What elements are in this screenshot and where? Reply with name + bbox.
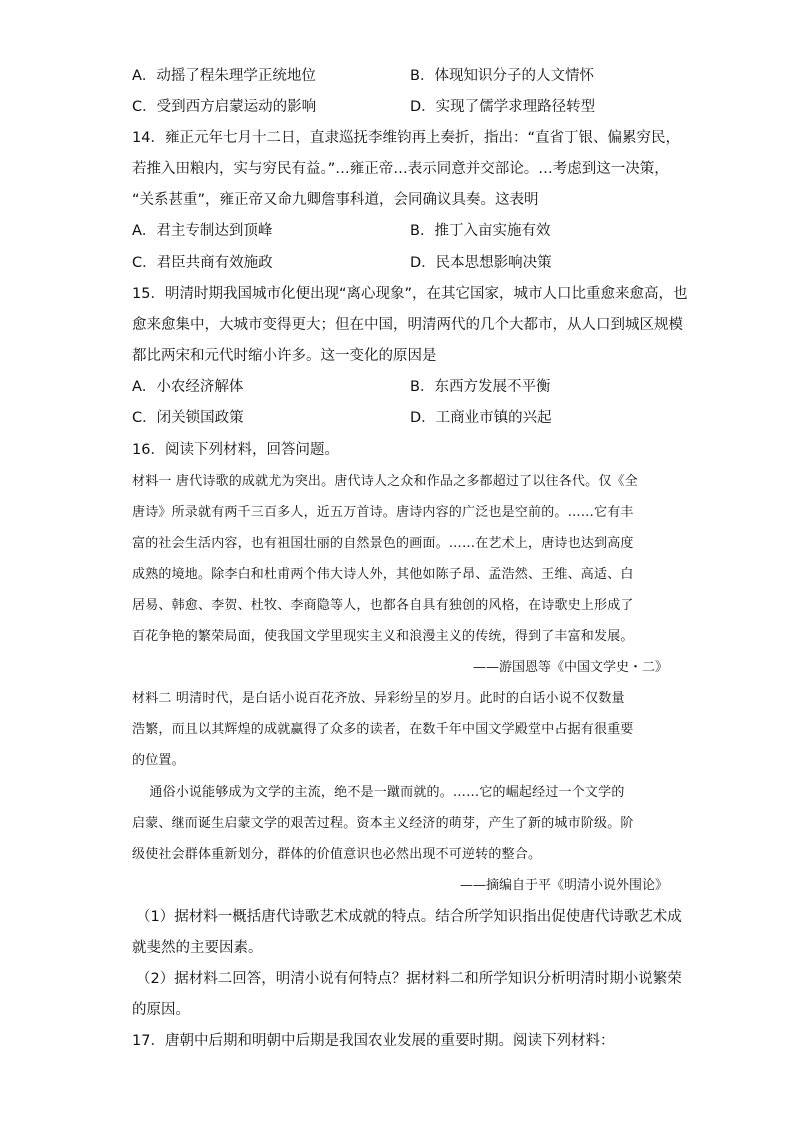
q16-sub2-line-1: （2）据材料二回答，明清小说有何特点？据材料二和所学知识分析明清时期小说繁荣 [136, 971, 682, 987]
q13-option-b: B．体现知识分子的人文情怀 [410, 68, 594, 84]
q15-option-a: A．小农经济解体 [132, 379, 244, 395]
q15-option-d: D．工商业市镇的兴起 [410, 410, 552, 426]
q16-material1-line-2: 唐诗》所录就有两千三百多人，近五万首诗。唐诗内容的广泛也是空前的。……它有丰 [132, 505, 634, 520]
q16-material1-line-1: 材料一 唐代诗歌的成就尤为突出。唐代诗人之众和作品之多都超过了以往各代。仅《全 [132, 474, 638, 489]
q13-option-a: A．动摇了程朱理学正统地位 [132, 68, 316, 84]
q15-stem-line-1: 15．明清时期我国城市化便出现“离心现象”，在其它国家，城市人口比重愈来愈高，也 [132, 286, 688, 302]
q13-option-d: D．实现了儒学求理路径转型 [410, 99, 596, 115]
q17-intro: 17．唐朝中后期和明朝中后期是我国农业发展的重要时期。阅读下列材料： [132, 1033, 615, 1049]
q15-option-b: B．东西方发展不平衡 [410, 379, 551, 395]
q16-source-1: ——游国恩等《中国文学史・二》 [472, 660, 668, 675]
q16-source-2: ——摘编自于平《明清小说外围论》 [459, 878, 668, 893]
q15-option-c: C．闭关锁国政策 [132, 410, 244, 426]
q14-option-d: D．民本思想影响决策 [410, 255, 552, 271]
q16-material1-line-4: 成熟的境地。除李白和杜甫两个伟大诗人外，其他如陈子昂、孟浩然、王维、高适、白 [132, 567, 634, 582]
q13-option-c: C．受到西方启蒙运动的影响 [132, 99, 317, 115]
q13-options-row-2 [132, 97, 668, 117]
q14-option-c: C．君臣共商有效施政 [132, 255, 273, 271]
q16-material1-line-5: 居易、韩愈、李贺、杜牧、李商隐等人，也都各自具有独创的风格，在诗歌史上形成了 [132, 598, 634, 613]
q14-option-a: A．君主专制达到顶峰 [132, 223, 273, 239]
q16-sub1-line-2: 就斐然的主要因素。 [132, 940, 263, 956]
q14-stem-line-3: “关系甚重”，雍正帝又命九卿詹事科道，会同确议具奏。这表明 [132, 192, 539, 208]
q16-material1-line-3: 富的社会生活内容，也有祖国壮丽的自然景色的画面。……在艺术上，唐诗也达到高度 [132, 536, 634, 551]
q16-material2-line-5: 启蒙、继而诞生启蒙文学的艰苦过程。资本主义经济的萌芽，产生了新的城市阶级。阶 [132, 816, 634, 831]
q15-stem-line-2: 愈来愈集中，大城市变得更大；但在中国，明清两代的几个大都市，从人口到城区规模 [132, 317, 683, 333]
q16-material2-line-2: 浩繁，而且以其辉煌的成就赢得了众多的读者，在数千年中国文学殿堂中占据有很重要 [132, 722, 634, 737]
q14-stem-line-1: 14．雍正元年七月十二日，直隶巡抚李维钧再上奏折，指出：“直省丁银、偏累穷民， [132, 130, 680, 146]
q16-sub1-line-1: （1）据材料一概括唐代诗歌艺术成就的特点。结合所学知识指出促使唐代诗歌艺术成 [136, 909, 682, 925]
q16-material2-line-1: 材料二 明清时代，是白话小说百花齐放、异彩纷呈的岁月。此时的白话小说不仅数量 [132, 691, 625, 706]
q14-option-b: B．推丁入亩实施有效 [410, 223, 551, 239]
q16-intro: 16．阅读下列材料，回答问题。 [132, 442, 339, 458]
q14-options-row-1 [132, 221, 668, 241]
q16-sub2-line-2: 的原因。 [132, 1002, 190, 1018]
q14-options-row-2 [132, 253, 668, 273]
q15-stem-line-3: 都比两宋和元代时缩小许多。这一变化的原因是 [132, 348, 437, 364]
q16-material1-line-6: 百花争艳的繁荣局面，使我国文学里现实主义和浪漫主义的传统，得到了丰富和发展。 [132, 629, 634, 644]
q16-material2-line-4: 通俗小说能够成为文学的主流，绝不是一蹴而就的。……它的崛起经过一个文学的 [132, 785, 625, 800]
q16-material2-line-3: 的位置。 [132, 753, 185, 768]
q14-stem-line-2: 若推入田粮内，实与穷民有益。”…雍正帝…表示同意并交部论。…考虑到这一决策， [132, 161, 669, 177]
q16-material2-line-6: 级使社会群体重新划分，群体的价值意识也必然出现不可逆转的整合。 [132, 847, 542, 862]
q13-options-row-1 [132, 66, 668, 86]
q15-options-row-2 [132, 408, 668, 428]
q15-options-row-1 [132, 377, 668, 397]
